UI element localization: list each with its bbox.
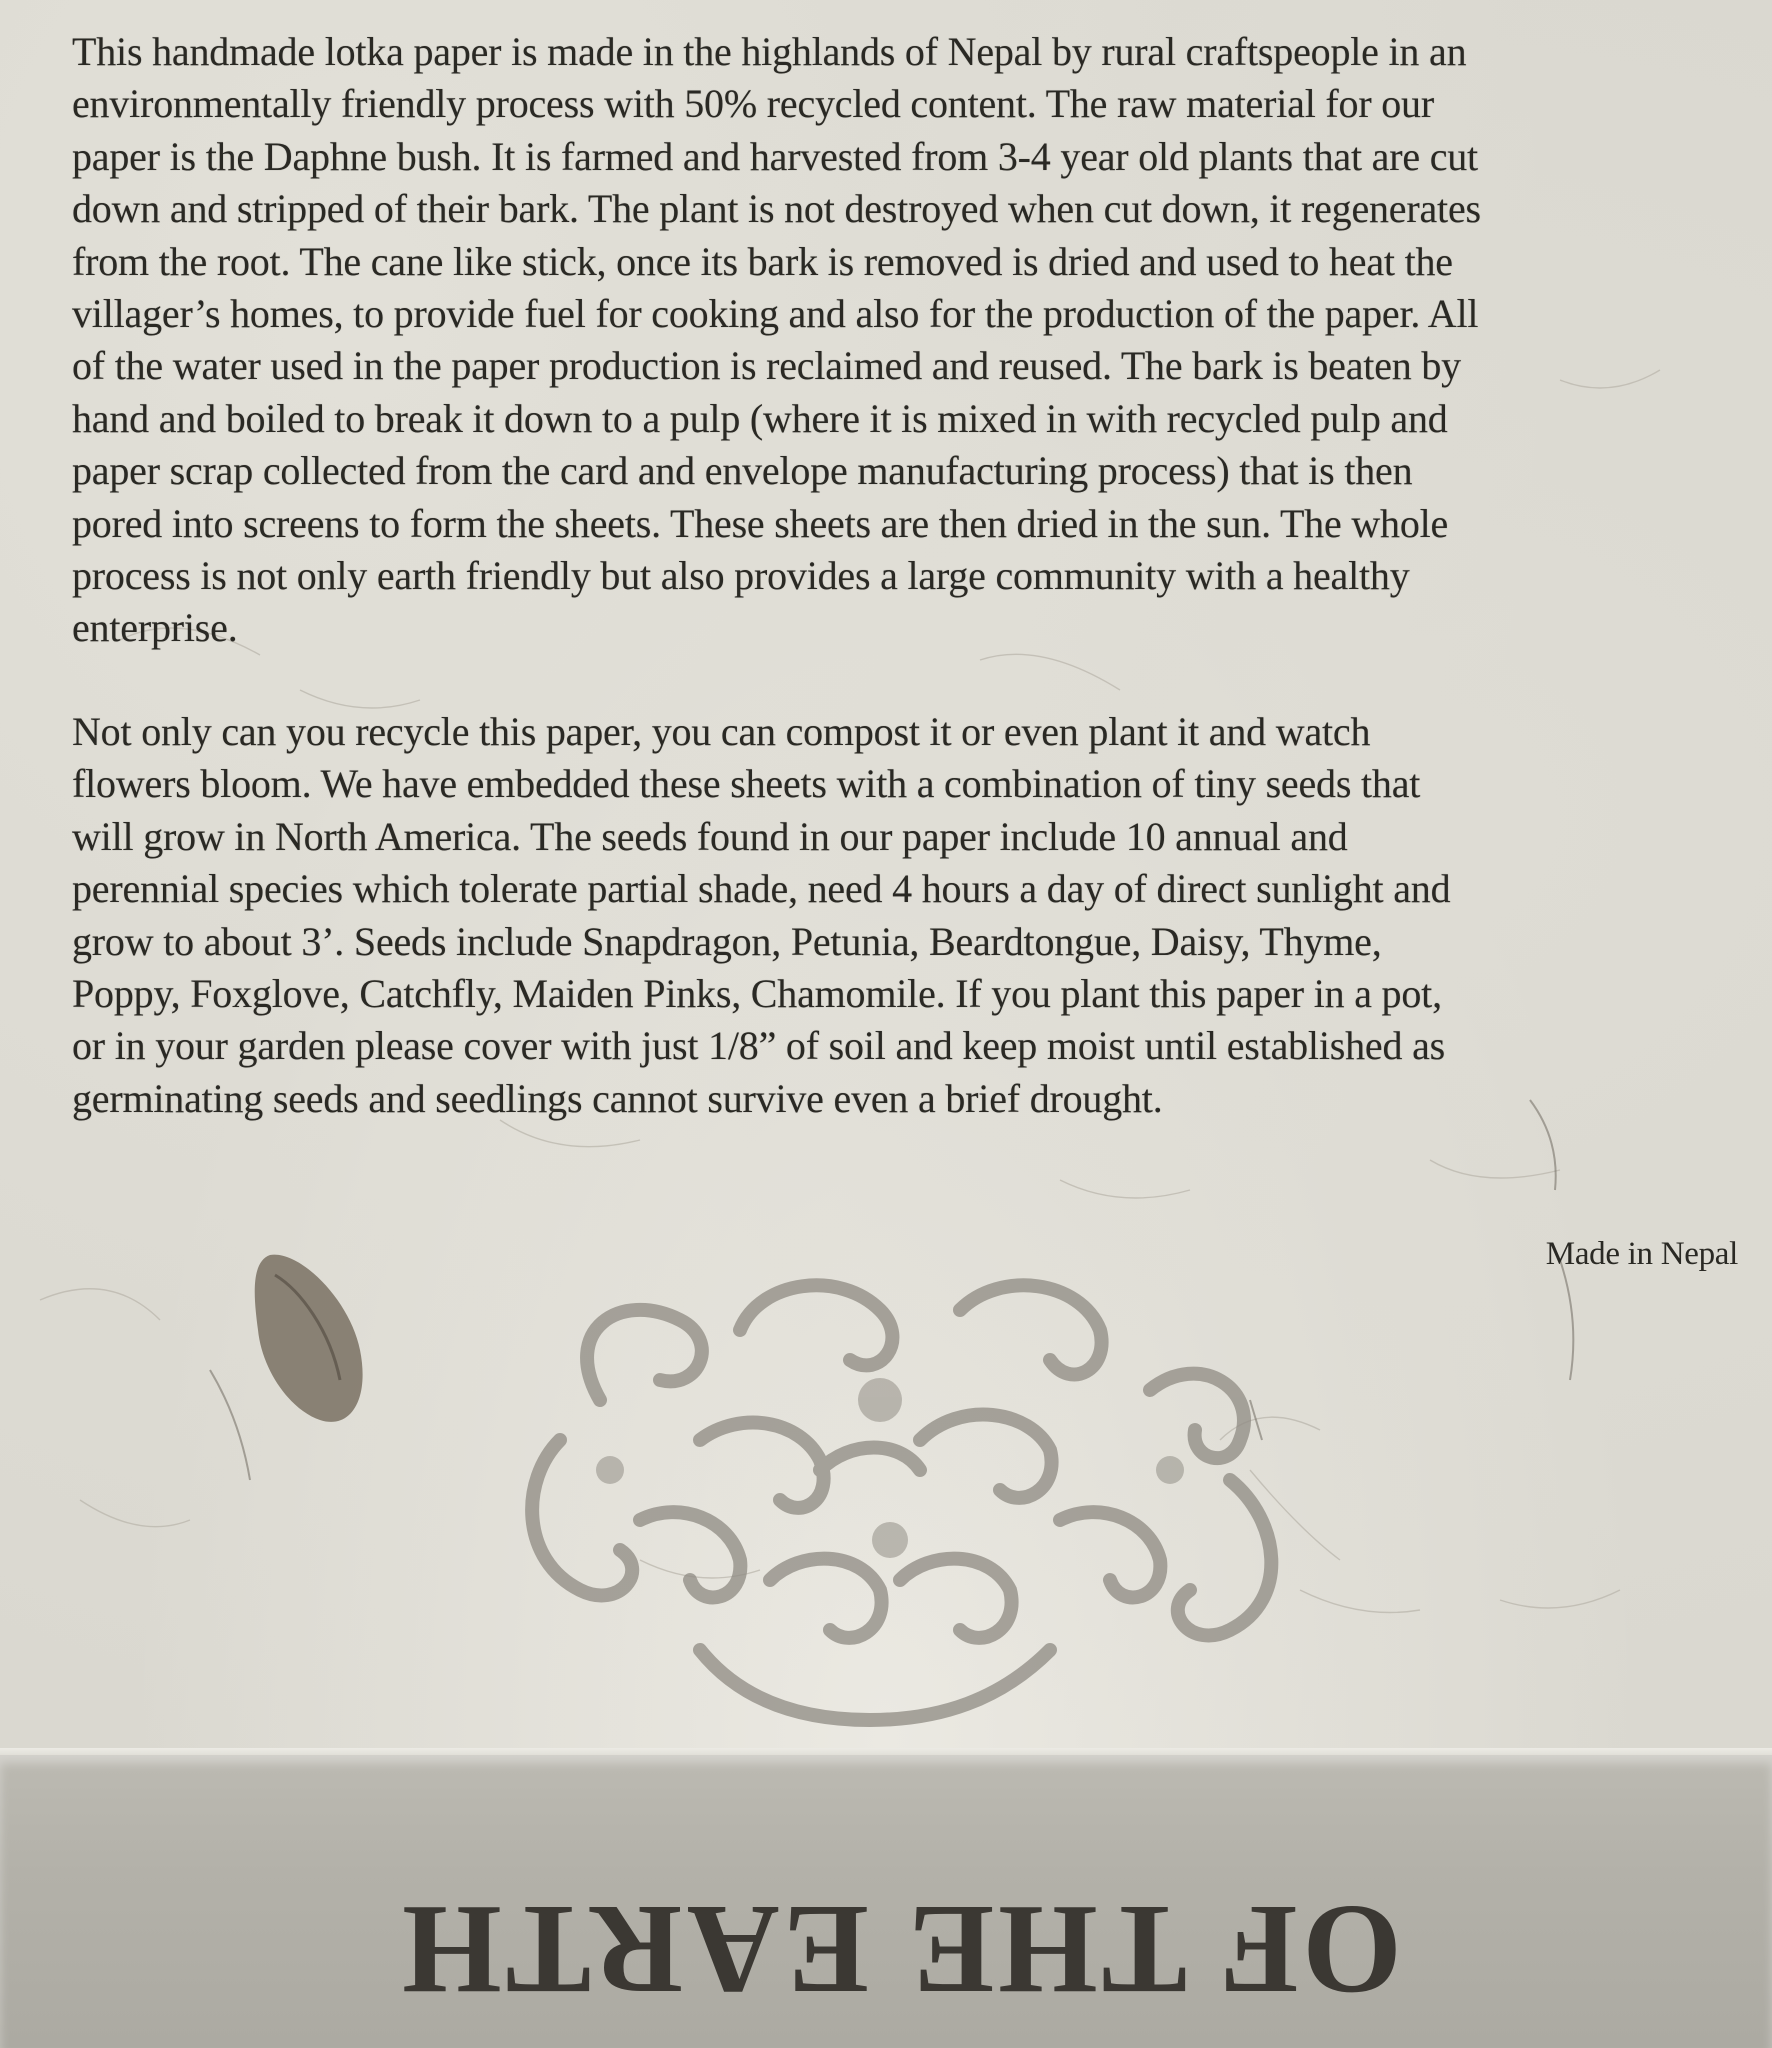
text-line: paper is the Daphne bush. It is farmed and harvested from 3-4 year old plants that are cut (72, 133, 1478, 179)
text-line: perennial species which tolerate partial shade, need 4 hours a day of direct sunlight and (72, 866, 1451, 912)
text-line: grow to about 3’. Seeds include Snapdragon, Petunia, Beardtongue, Daisy, Thyme, (72, 918, 1382, 964)
text-line: will grow in North America. The seeds found in our paper include 10 annual and (72, 813, 1348, 859)
text-line: Not only can you recycle this paper, you can compost it or even plant it and watch (72, 709, 1371, 754)
text-line: enterprise. (72, 605, 238, 651)
text-line: pored into screens to form the sheets. These sheets are then dried in the sun. The whole (72, 500, 1449, 546)
text-line: of the water used in the paper production is reclaimed and reused. The bark is beaten by (72, 343, 1461, 389)
text-line: This handmade lotka paper is made in the highlands of Nepal by rural craftspeople in an (72, 29, 1467, 74)
text-line: process is not only earth friendly but also provides a large community with a healthy (72, 553, 1410, 599)
text-line: hand and boiled to break it down to a pulp (where it is mixed in with recycled pulp and (72, 395, 1448, 441)
planting-instructions-paragraph (72, 706, 1732, 1125)
text-line: flowers bloom. We have embedded these sheets with a combination of tiny seeds that (72, 761, 1421, 807)
text-line: paper scrap collected from the card and envelope manufacturing process) that is then (72, 448, 1413, 494)
text-line: germinating seeds and seedlings cannot survive even a brief drought. (72, 1075, 1163, 1121)
text-line: villager’s homes, to provide fuel for cooking and also for the production of the paper. All (72, 291, 1479, 337)
text-line: or in your garden please cover with just 1/8” of soil and keep moist until established as (72, 1023, 1446, 1069)
text-line: Poppy, Foxglove, Catchfly, Maiden Pinks, Chamomile. If you plant this paper in a pot, (72, 971, 1442, 1017)
text-line: environmentally friendly process with 50% recycled content. The raw material for our (72, 81, 1434, 127)
text-line: from the root. The cane like stick, once its bark is removed is dried and used to heat the (72, 238, 1453, 284)
origin-note: Made in Nepal (1545, 1236, 1738, 1272)
text-line: down and stripped of their bark. The plant is not destroyed when cut down, it regenerates (72, 186, 1481, 232)
upside-down-title: OF THE EARTH (398, 1879, 1402, 2021)
paper-description-paragraph (72, 26, 1732, 655)
